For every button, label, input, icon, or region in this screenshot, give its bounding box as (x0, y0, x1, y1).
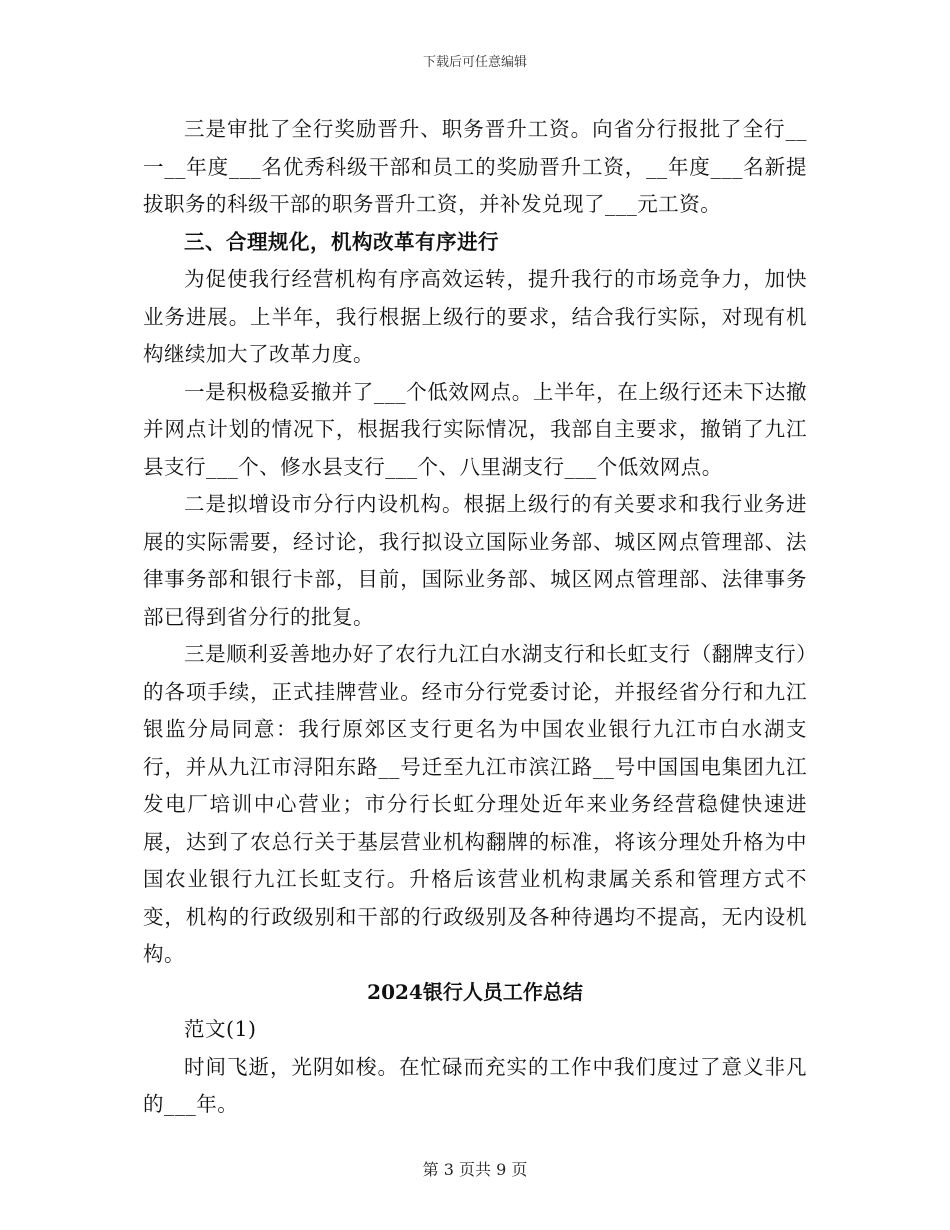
paragraph-salary: 三是审批了全行奖励晋升、职务晋升工资。向省分行报批了全行__一__年度___名优秀科级干部和员工的奖励晋升工资，__年度___名新提拔职务的科级干部的职务晋升工资，并补发兑现了___元工资。 (143, 117, 807, 216)
paragraph-new-departments: 二是拟增设市分行内设机构。根据上级行的有关要求和我行业务进展的实际需要，经讨论，我行拟设立国际业务部、城区网点管理部、法律事务部和银行卡部，目前，国际业务部、城区网点管理部、法律事务部已得到省分行的批复。 (143, 492, 807, 629)
paragraph-reform-intro: 为促使我行经营机构有序高效运转，提升我行的市场竞争力，加快业务进展。上半年，我行根据上级行的要求，结合我行实际，对现有机构继续加大了改革力度。 (143, 267, 807, 366)
page-footer: 第 3 页共 9 页 (422, 1160, 528, 1179)
paragraph-opening: 时间飞逝，光阴如梭。在忙碌而充实的工作中我们度过了意义非凡的___年。 (143, 1054, 807, 1116)
page-header: 下载后可任意编辑 (422, 55, 527, 70)
document-body (143, 111, 807, 1124)
paragraph-merge-outlets: 一是积极稳妥撤并了___个低效网点。上半年，在上级行还未下达撤并网点计划的情况下，根据我行实际情况，我部自主要求，撤销了九江县支行___个、修水县支行___个、八里湖支行___个低效网点。 (143, 379, 807, 479)
paragraph-branch-upgrade: 三是顺利妥善地办好了农行九江白水湖支行和长虹支行（翻牌支行）的各项手续，正式挂牌营业。经市分行党委讨论，并报经省分行和九江银监分局同意：我行原郊区支行更名为中国农业银行九江市白水湖支行，并从九江市浔阳东路__号迁至九江市滨江路__号中国国电集团九江发电厂培训中心营业；市分行长虹分理处近年来业务经营稳健快速进展，达到了农总行关于基层营业机构翻牌的标准，将该分理处升格为中国农业银行九江长虹支行。升格后该营业机构隶属关系和管理方式不变，机构的行政级别和干部的行政级别及各种待遇均不提高，无内设机构。 (143, 642, 807, 966)
section-heading-3: 三、合理规化，机构改革有序进行 (184, 229, 499, 254)
document-title: 2024银行人员工作总结 (367, 979, 583, 1004)
sample-label: 范文(1) (184, 1017, 257, 1041)
